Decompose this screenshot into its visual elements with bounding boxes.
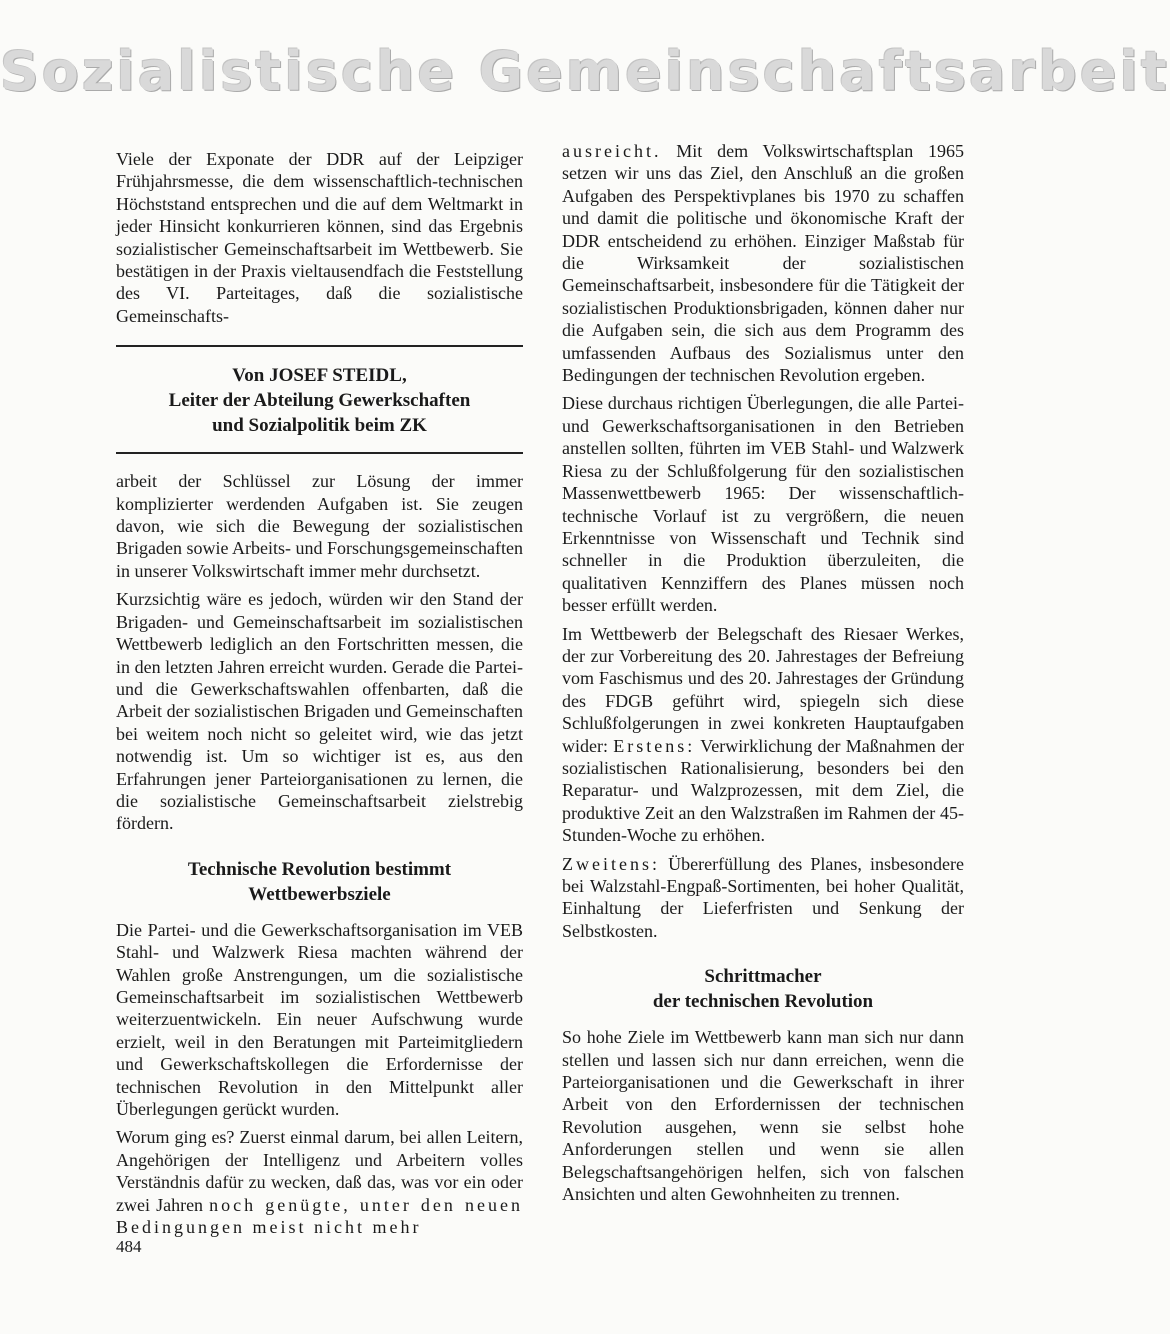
text-run: Worum ging es? Zuerst einmal darum, bei allen Leitern, Angehörigen der Intelligenz und Arbeitern volles Verständnis dafür zu wecken, daß das, was vor ein oder zwei Jahren [116,1127,523,1215]
left-column [116,148,523,1244]
text-run: Übererfüllung des Planes, insbesondere bei Walzstahl-Engpaß-Sortimenten, bei hoher Qualität, Einhaltung der Lieferfristen und Senkung der Selbstkosten. [562,853,964,941]
spaced-text-run: ausreicht. [562,141,662,161]
spaced-text-run: noch genügte, unter den neuen Bedingungen meist nicht mehr [116,1194,523,1238]
page-number: 484 [116,1237,142,1256]
paragraph: arbeit der Schlüssel zur Lösung der immer komplizierter werdenden Aufgaben ist. Sie zeugen davon, wie sich die Bewegung der sozialistischen Brigaden sowie Arbeits- und Forschungsgemeinschaften in unserer Volkswirtschaft immer mehr durchsetzt. [116,471,523,581]
intro-paragraph: Viele der Exponate der DDR auf der Leipziger Frühjahrsmesse, die dem wissenschaftlich-technischen Höchststand entsprechen und die auf dem Weltmarkt in jeder Hinsicht konkurrieren können, sind das Ergebnis sozialistischer Gemeinschaftsarbeit im Wettbewerb. Sie bestätigen in der Praxis vieltausendfach die Feststellung des VI. Parteitages, daß die sozialistische Gemeinschafts- [116,149,523,326]
text-run: Mit dem Volkswirtschaftsplan 1965 setzen wir uns das Ziel, den Anschluß an die großen Aufgaben des Perspektivplanes bis 1970 zu schaffen und damit die politische und ökonomische Kraft der DDR entscheidend zu erhöhen. Einziger Maßstab für die Wirksamkeit der sozialistischen Gemeinschaftsarbeit, insbesondere für die Tätigkeit der sozialistischen Produktionsbrigaden, können daher nur die Aufgaben sein, die sich aus dem Programm des umfassenden Aufbaus des Sozialismus unter den Bedingungen der technischen Revolution ergeben. [562,141,964,386]
paragraph: Die Partei- und die Gewerkschaftsorganisation im VEB Stahl- und Walzwerk Riesa machten während der Wahlen große Anstrengungen, um die sozialistische Gemeinschaftsarbeit im sozialistischen Wettbewerb weiterzuentwickeln. Ein neuer Aufschwung wurde erzielt, weil in den Beratungen mit Parteimitgliedern und Gewerkschaftskollegen die Erfordernisse der technischen Revolution in den Mittelpunkt aller Überlegungen gerückt wurden. [116,919,523,1119]
byline [116,363,523,454]
paragraph [562,623,964,847]
subheading-line: Schrittmacher [704,966,822,988]
paragraph: Diese durchaus richtigen Überlegungen, die alle Partei- und Gewerkschaftsorganisationen in den Betrieben anstellen sollten, führten im VEB Stahl- und Walzwerk Riesa zu der Schlußfolgerung für den sozialistischen Massenwettbewerb 1965: Der wissenschaftlich-technische Vorlauf ist zu vergrößern, die neuen Erkenntnisse von Wissenschaft und Technik sind schneller in die Produktion überzuleiten, die qualitativen Kennziffern des Planes müssen noch besser erfüllt werden. [562,393,964,616]
divider [116,345,523,347]
author-role-line1: Leiter der Abteilung Gewerkschaften [168,390,471,412]
spaced-text-run: Erstens: [613,735,696,756]
subheading [116,857,523,907]
subheading [562,964,964,1014]
spaced-text-run: Zweitens: [562,853,660,874]
paragraph [562,853,964,943]
paragraph [562,140,964,386]
subheading-line: Technische Revolution bestimmt [187,858,452,880]
paragraph: So hohe Ziele im Wettbewerb kann man sich nur dann stellen und lassen sich nur dann erreichen, wenn die Parteiorganisationen und die Gewerkschaft in ihrer Arbeit von den Erfordernissen der technischen Revolution ausgehen, wenn sie selbst hohe Anforderungen stellen und wenn sie allen Belegschaftsangehörigen helfen, sich von falschen Ansichten und alten Gewohnheiten zu trennen. [562,1027,964,1205]
spacer [116,454,523,470]
text-run: Verwirklichung der Maßnahmen der sozialistischen Rationalisierung, besonders bei den Reparatur- und Walzprozessen, mit dem Ziel, die produktive Zeit an den Walzstraßen im Rahmen der 45-Stunden-Woche zu erhöhen. [562,735,965,846]
paragraph [116,1126,523,1238]
author-role-line2: und Sozialpolitik beim ZK [212,415,427,437]
paragraph: Kurzsichtig wäre es jedoch, würden wir den Stand der Brigaden- und Gemeinschaftsarbeit im sozialistischen Wettbewerb lediglich an den Fortschritten messen, die in den letzten Jahren erreicht wurden. Gerade die Partei- und die Gewerkschaftswahlen offenbarten, daß die Arbeit der sozialistischen Brigaden und Gemeinschaften bei weitem noch nicht so geleitet wird, wie das jetzt notwendig ist. Um so wichtiger ist es, aus den Erfahrungen jener Parteiorganisationen zu lernen, die die sozialistische Gemeinschaftsarbeit zielstrebig fördern. [116,589,523,834]
author-name: Von JOSEF STEIDL, [232,365,407,387]
right-column [562,140,964,1211]
subheading-line: der technischen Revolution [652,991,874,1013]
text-run: Im Wettbewerb der Belegschaft des Riesaer Werkes, der zur Vorbereitung des 20. Jahrestages der Befreiung vom Faschismus und des 20. Jahrestages der Gründung des FDGB geführt wird, spiegeln sich diese Schlußfolgerungen in zwei konkreten Hauptaufgaben wider: [562,623,964,756]
page-title: Sozialistische Gemeinschaftsarbeit [0,40,1170,103]
subheading-line: Wettbewerbsziele [248,883,391,905]
